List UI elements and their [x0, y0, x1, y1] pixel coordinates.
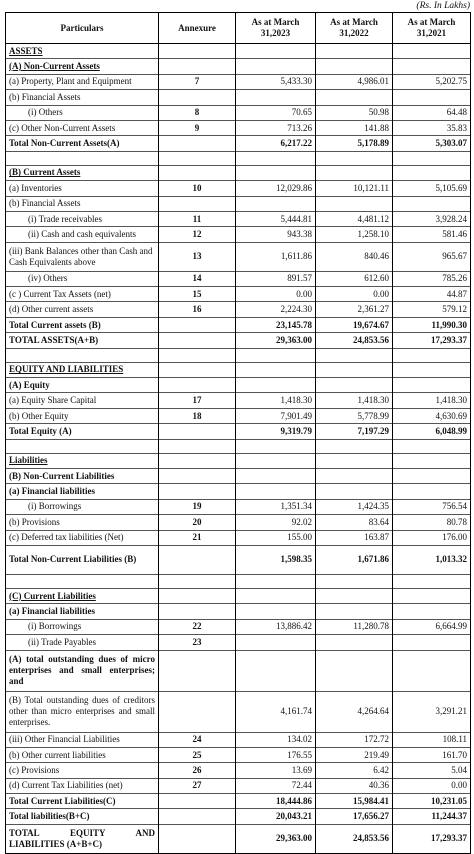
particulars-cell: (b) Other Equity	[6, 408, 159, 423]
value-2021-cell	[393, 44, 471, 59]
annexure-cell	[159, 378, 236, 393]
header-annexure: Annexure	[159, 13, 236, 44]
header-2021: As at March 31,2021	[393, 13, 471, 44]
value-2021-cell: 176.00	[393, 530, 471, 545]
annexure-cell	[159, 59, 236, 74]
annexure-cell	[159, 44, 236, 59]
value-2021-cell	[393, 378, 471, 393]
value-2021-cell: 10,231.05	[393, 794, 471, 809]
table-row	[6, 424, 471, 439]
particulars-cell: EQUITY AND LIABILITIES	[6, 362, 159, 377]
value-2023-cell	[236, 362, 316, 377]
table-row	[6, 165, 471, 180]
particulars-cell: (B) Total outstanding dues of creditors other than micro enterprises and small enterprises.	[6, 691, 159, 732]
annexure-cell: 11	[159, 211, 236, 226]
value-2023-cell: 5,433.30	[236, 74, 316, 89]
value-2021-cell	[393, 468, 471, 483]
value-2021-cell: 17,293.37	[393, 824, 471, 853]
value-2023-cell: 23,145.78	[236, 317, 316, 332]
annexure-cell	[159, 574, 236, 588]
value-2023-cell: 20,043.21	[236, 809, 316, 824]
annexure-cell	[159, 588, 236, 603]
table-row	[6, 44, 471, 59]
value-2023-cell	[236, 151, 316, 165]
table-row	[6, 484, 471, 499]
particulars-cell: (ii) Trade Payables	[6, 635, 159, 650]
value-2023-cell: 891.57	[236, 271, 316, 286]
table-row	[6, 763, 471, 778]
value-2022-cell: 612.60	[316, 271, 393, 286]
value-2022-cell: 0.00	[316, 287, 393, 302]
value-2021-cell: 17,293.37	[393, 333, 471, 348]
value-2022-cell: 4,986.01	[316, 74, 393, 89]
particulars-cell: (a) Property, Plant and Equipment	[6, 74, 159, 89]
value-2021-cell	[393, 588, 471, 603]
value-2022-cell	[316, 484, 393, 499]
annexure-cell: 14	[159, 271, 236, 286]
table-row	[6, 120, 471, 135]
table-row	[6, 348, 471, 362]
value-2023-cell	[236, 90, 316, 105]
annexure-cell: 18	[159, 408, 236, 423]
table-row	[6, 453, 471, 468]
value-2023-cell: 72.44	[236, 778, 316, 793]
particulars-cell: (a) Financial liabilities	[6, 604, 159, 619]
table-row	[6, 59, 471, 74]
annexure-cell: 21	[159, 530, 236, 545]
annexure-cell	[159, 317, 236, 332]
particulars-cell: Total Current Liabilities(C)	[6, 794, 159, 809]
value-2021-cell: 579.12	[393, 302, 471, 317]
value-2021-cell: 5.04	[393, 763, 471, 778]
table-row	[6, 362, 471, 377]
value-2022-cell: 6.42	[316, 763, 393, 778]
annexure-cell: 22	[159, 619, 236, 634]
value-2022-cell	[316, 59, 393, 74]
value-2022-cell	[316, 588, 393, 603]
particulars-cell: (c ) Current Tax Assets (net)	[6, 287, 159, 302]
value-2021-cell: 785.26	[393, 271, 471, 286]
table-row	[6, 74, 471, 89]
table-row	[6, 545, 471, 574]
particulars-cell: (B) Non-Current Liabilities	[6, 468, 159, 483]
value-2023-cell	[236, 574, 316, 588]
value-2022-cell: 40.36	[316, 778, 393, 793]
particulars-cell: Total liabilities(B+C)	[6, 809, 159, 824]
particulars-cell: (a) Equity Share Capital	[6, 393, 159, 408]
value-2022-cell: 24,853.56	[316, 333, 393, 348]
value-2022-cell: 1,258.10	[316, 227, 393, 242]
annexure-cell: 16	[159, 302, 236, 317]
table-row	[6, 242, 471, 271]
value-2022-cell: 5,178.89	[316, 136, 393, 151]
annexure-cell: 10	[159, 181, 236, 196]
value-2023-cell: 4,161.74	[236, 691, 316, 732]
annexure-cell	[159, 136, 236, 151]
annexure-cell	[159, 650, 236, 691]
annexure-cell	[159, 151, 236, 165]
table-row	[6, 393, 471, 408]
value-2021-cell	[393, 453, 471, 468]
value-2023-cell	[236, 348, 316, 362]
value-2023-cell: 1,351.34	[236, 499, 316, 514]
header-2022: As at March 31,2022	[316, 13, 393, 44]
particulars-cell: Total Equity (A)	[6, 424, 159, 439]
annexure-cell	[159, 424, 236, 439]
table-row	[6, 302, 471, 317]
value-2021-cell: 1,418.30	[393, 393, 471, 408]
value-2023-cell: 29,363.00	[236, 333, 316, 348]
value-2022-cell: 1,418.30	[316, 393, 393, 408]
particulars-cell: (A) Non-Current Assets	[6, 59, 159, 74]
value-2022-cell: 83.64	[316, 515, 393, 530]
value-2021-cell: 0.00	[393, 778, 471, 793]
particulars-cell: Total Non-Current Assets(A)	[6, 136, 159, 151]
value-2021-cell: 5,202.75	[393, 74, 471, 89]
table-row	[6, 317, 471, 332]
table-row	[6, 439, 471, 453]
value-2021-cell	[393, 59, 471, 74]
value-2023-cell	[236, 439, 316, 453]
annexure-cell	[159, 196, 236, 211]
value-2021-cell: 11,990.30	[393, 317, 471, 332]
value-2023-cell	[236, 468, 316, 483]
particulars-cell: (a) Inventories	[6, 181, 159, 196]
particulars-cell: (A) total outstanding dues of micro enterprises and small enterprises; and	[6, 650, 159, 691]
table-row	[6, 136, 471, 151]
value-2023-cell	[236, 650, 316, 691]
value-2022-cell	[316, 196, 393, 211]
value-2021-cell	[393, 90, 471, 105]
value-2023-cell	[236, 588, 316, 603]
value-2023-cell	[236, 635, 316, 650]
annexure-cell: 27	[159, 778, 236, 793]
annexure-cell: 15	[159, 287, 236, 302]
table-row	[6, 635, 471, 650]
annexure-cell: 19	[159, 499, 236, 514]
value-2021-cell: 4,630.69	[393, 408, 471, 423]
table-row	[6, 588, 471, 603]
value-2022-cell	[316, 650, 393, 691]
value-2023-cell: 943.38	[236, 227, 316, 242]
value-2023-cell: 2,224.30	[236, 302, 316, 317]
value-2022-cell	[316, 439, 393, 453]
particulars-cell: (d) Current Tax Liabilities (net)	[6, 778, 159, 793]
value-2022-cell: 50.98	[316, 105, 393, 120]
annexure-cell: 23	[159, 635, 236, 650]
value-2022-cell: 7,197.29	[316, 424, 393, 439]
value-2022-cell	[316, 362, 393, 377]
value-2022-cell: 172.72	[316, 732, 393, 747]
value-2022-cell	[316, 378, 393, 393]
value-2023-cell: 18,444.86	[236, 794, 316, 809]
annexure-cell	[159, 794, 236, 809]
value-2021-cell: 5,105.69	[393, 181, 471, 196]
table-row	[6, 809, 471, 824]
header-row	[6, 13, 471, 44]
table-row	[6, 271, 471, 286]
table-row	[6, 227, 471, 242]
table-row	[6, 287, 471, 302]
value-2021-cell: 80.78	[393, 515, 471, 530]
value-2021-cell: 6,664.99	[393, 619, 471, 634]
table-row	[6, 530, 471, 545]
value-2023-cell: 9,319.79	[236, 424, 316, 439]
value-2022-cell: 141.88	[316, 120, 393, 135]
particulars-cell: (b) Financial Assets	[6, 196, 159, 211]
table-row	[6, 378, 471, 393]
value-2021-cell	[393, 484, 471, 499]
value-2023-cell	[236, 484, 316, 499]
value-2022-cell	[316, 453, 393, 468]
annexure-cell	[159, 468, 236, 483]
value-2023-cell: 92.02	[236, 515, 316, 530]
particulars-cell: (i) Borrowings	[6, 619, 159, 634]
annexure-cell	[159, 90, 236, 105]
value-2023-cell	[236, 165, 316, 180]
annexure-cell: 17	[159, 393, 236, 408]
value-2021-cell	[393, 151, 471, 165]
value-2021-cell: 11,244.37	[393, 809, 471, 824]
annexure-cell: 9	[159, 120, 236, 135]
particulars-cell: (d) Other current assets	[6, 302, 159, 317]
table-row	[6, 151, 471, 165]
table-row	[6, 333, 471, 348]
table-row	[6, 196, 471, 211]
annexure-cell	[159, 691, 236, 732]
value-2022-cell	[316, 604, 393, 619]
value-2021-cell: 6,048.99	[393, 424, 471, 439]
value-2021-cell	[393, 439, 471, 453]
particulars-cell: (c) Provisions	[6, 763, 159, 778]
value-2023-cell: 5,444.81	[236, 211, 316, 226]
value-2022-cell: 5,778.99	[316, 408, 393, 423]
value-2021-cell: 161.70	[393, 747, 471, 762]
table-row	[6, 211, 471, 226]
annexure-cell: 13	[159, 242, 236, 271]
table-row	[6, 794, 471, 809]
annexure-cell	[159, 362, 236, 377]
particulars-cell: (a) Financial liabilities	[6, 484, 159, 499]
value-2023-cell: 155.00	[236, 530, 316, 545]
value-2021-cell: 44.87	[393, 287, 471, 302]
particulars-cell: TOTAL ASSETS(A+B)	[6, 333, 159, 348]
value-2023-cell: 13,886.42	[236, 619, 316, 634]
value-2022-cell: 219.49	[316, 747, 393, 762]
value-2023-cell: 0.00	[236, 287, 316, 302]
value-2023-cell: 713.26	[236, 120, 316, 135]
particulars-cell: (B) Current Assets	[6, 165, 159, 180]
value-2023-cell	[236, 59, 316, 74]
value-2023-cell	[236, 196, 316, 211]
value-2022-cell	[316, 44, 393, 59]
particulars-cell: (C) Current Liabilities	[6, 588, 159, 603]
particulars-cell: ASSETS	[6, 44, 159, 59]
value-2023-cell: 176.55	[236, 747, 316, 762]
table-row	[6, 747, 471, 762]
particulars-cell: (b) Financial Assets	[6, 90, 159, 105]
value-2023-cell	[236, 44, 316, 59]
value-2022-cell: 19,674.67	[316, 317, 393, 332]
table-row	[6, 468, 471, 483]
value-2021-cell: 581.46	[393, 227, 471, 242]
value-2023-cell: 29,363.00	[236, 824, 316, 853]
value-2023-cell	[236, 604, 316, 619]
particulars-cell: (iv) Others	[6, 271, 159, 286]
value-2023-cell: 12,029.86	[236, 181, 316, 196]
annexure-cell	[159, 165, 236, 180]
particulars-cell: Total Non-Current Liabilities (B)	[6, 545, 159, 574]
value-2021-cell: 965.67	[393, 242, 471, 271]
particulars-cell	[6, 151, 159, 165]
value-2021-cell: 3,928.24	[393, 211, 471, 226]
value-2021-cell	[393, 196, 471, 211]
annexure-cell	[159, 439, 236, 453]
value-2022-cell	[316, 348, 393, 362]
table-row	[6, 408, 471, 423]
value-2022-cell: 11,280.78	[316, 619, 393, 634]
annexure-cell	[159, 604, 236, 619]
table-row	[6, 90, 471, 105]
annexure-cell: 20	[159, 515, 236, 530]
value-2023-cell: 1,598.35	[236, 545, 316, 574]
particulars-cell: (c) Deferred tax liabilities (Net)	[6, 530, 159, 545]
value-2022-cell: 10,121.11	[316, 181, 393, 196]
value-2022-cell: 4,481.12	[316, 211, 393, 226]
value-2021-cell: 108.11	[393, 732, 471, 747]
table-row	[6, 604, 471, 619]
annexure-cell	[159, 545, 236, 574]
particulars-cell: (iii) Bank Balances other than Cash and Cash Equivalents above	[6, 242, 159, 271]
value-2023-cell	[236, 378, 316, 393]
value-2022-cell: 2,361.27	[316, 302, 393, 317]
table-row	[6, 778, 471, 793]
value-2021-cell: 756.54	[393, 499, 471, 514]
header-2023: As at March 31,2023	[236, 13, 316, 44]
value-2021-cell	[393, 635, 471, 650]
particulars-cell: (iii) Other Financial Liabilities	[6, 732, 159, 747]
particulars-cell	[6, 574, 159, 588]
table-row	[6, 181, 471, 196]
particulars-cell: (i) Trade receivables	[6, 211, 159, 226]
value-2021-cell: 5,303.07	[393, 136, 471, 151]
value-2021-cell: 35.83	[393, 120, 471, 135]
value-2022-cell: 15,984.41	[316, 794, 393, 809]
annexure-cell	[159, 484, 236, 499]
annexure-cell	[159, 333, 236, 348]
value-2022-cell	[316, 151, 393, 165]
value-2023-cell: 13.69	[236, 763, 316, 778]
particulars-cell: Liabilities	[6, 453, 159, 468]
annexure-cell	[159, 348, 236, 362]
value-2023-cell: 134.02	[236, 732, 316, 747]
particulars-cell: (i) Borrowings	[6, 499, 159, 514]
value-2022-cell: 1,424.35	[316, 499, 393, 514]
particulars-cell: (c) Other Non-Current Assets	[6, 120, 159, 135]
value-2023-cell: 70.65	[236, 105, 316, 120]
table-row	[6, 515, 471, 530]
table-row	[6, 574, 471, 588]
annexure-cell: 12	[159, 227, 236, 242]
value-2021-cell	[393, 650, 471, 691]
particulars-cell: (b) Provisions	[6, 515, 159, 530]
value-2021-cell	[393, 348, 471, 362]
value-2021-cell	[393, 574, 471, 588]
particulars-cell: TOTAL EQUITY AND LIABILITIES (A+B+C)	[6, 824, 159, 853]
value-2021-cell	[393, 362, 471, 377]
value-2021-cell	[393, 165, 471, 180]
table-row	[6, 732, 471, 747]
value-2022-cell: 840.46	[316, 242, 393, 271]
value-2021-cell	[393, 604, 471, 619]
value-2021-cell: 1,013.32	[393, 545, 471, 574]
value-2022-cell	[316, 635, 393, 650]
annexure-cell: 24	[159, 732, 236, 747]
unit-note: (Rs. In Lakhs)	[416, 1, 470, 11]
value-2022-cell	[316, 90, 393, 105]
particulars-cell: Total Current assets (B)	[6, 317, 159, 332]
balance-sheet-table	[5, 12, 471, 854]
table-row	[6, 650, 471, 691]
value-2022-cell: 1,671.86	[316, 545, 393, 574]
value-2022-cell: 24,853.56	[316, 824, 393, 853]
particulars-cell: (ii) Cash and cash equivalents	[6, 227, 159, 242]
annexure-cell: 8	[159, 105, 236, 120]
value-2021-cell: 64.48	[393, 105, 471, 120]
particulars-cell: (i) Others	[6, 105, 159, 120]
value-2022-cell	[316, 165, 393, 180]
annexure-cell	[159, 809, 236, 824]
annexure-cell: 25	[159, 747, 236, 762]
table-row	[6, 105, 471, 120]
annexure-cell	[159, 453, 236, 468]
table-row	[6, 691, 471, 732]
value-2022-cell: 17,656.27	[316, 809, 393, 824]
value-2022-cell	[316, 468, 393, 483]
value-2023-cell: 1,418.30	[236, 393, 316, 408]
header-particulars: Particulars	[6, 13, 159, 44]
value-2023-cell	[236, 453, 316, 468]
value-2022-cell	[316, 574, 393, 588]
value-2023-cell: 6,217.22	[236, 136, 316, 151]
particulars-cell: (A) Equity	[6, 378, 159, 393]
value-2022-cell: 4,264.64	[316, 691, 393, 732]
value-2022-cell: 163.87	[316, 530, 393, 545]
particulars-cell	[6, 439, 159, 453]
value-2021-cell: 3,291.21	[393, 691, 471, 732]
annexure-cell: 7	[159, 74, 236, 89]
particulars-cell	[6, 348, 159, 362]
value-2023-cell: 1,611.86	[236, 242, 316, 271]
table-row	[6, 499, 471, 514]
annexure-cell: 26	[159, 763, 236, 778]
table-row	[6, 619, 471, 634]
particulars-cell: (b) Other current liabilities	[6, 747, 159, 762]
value-2023-cell: 7,901.49	[236, 408, 316, 423]
